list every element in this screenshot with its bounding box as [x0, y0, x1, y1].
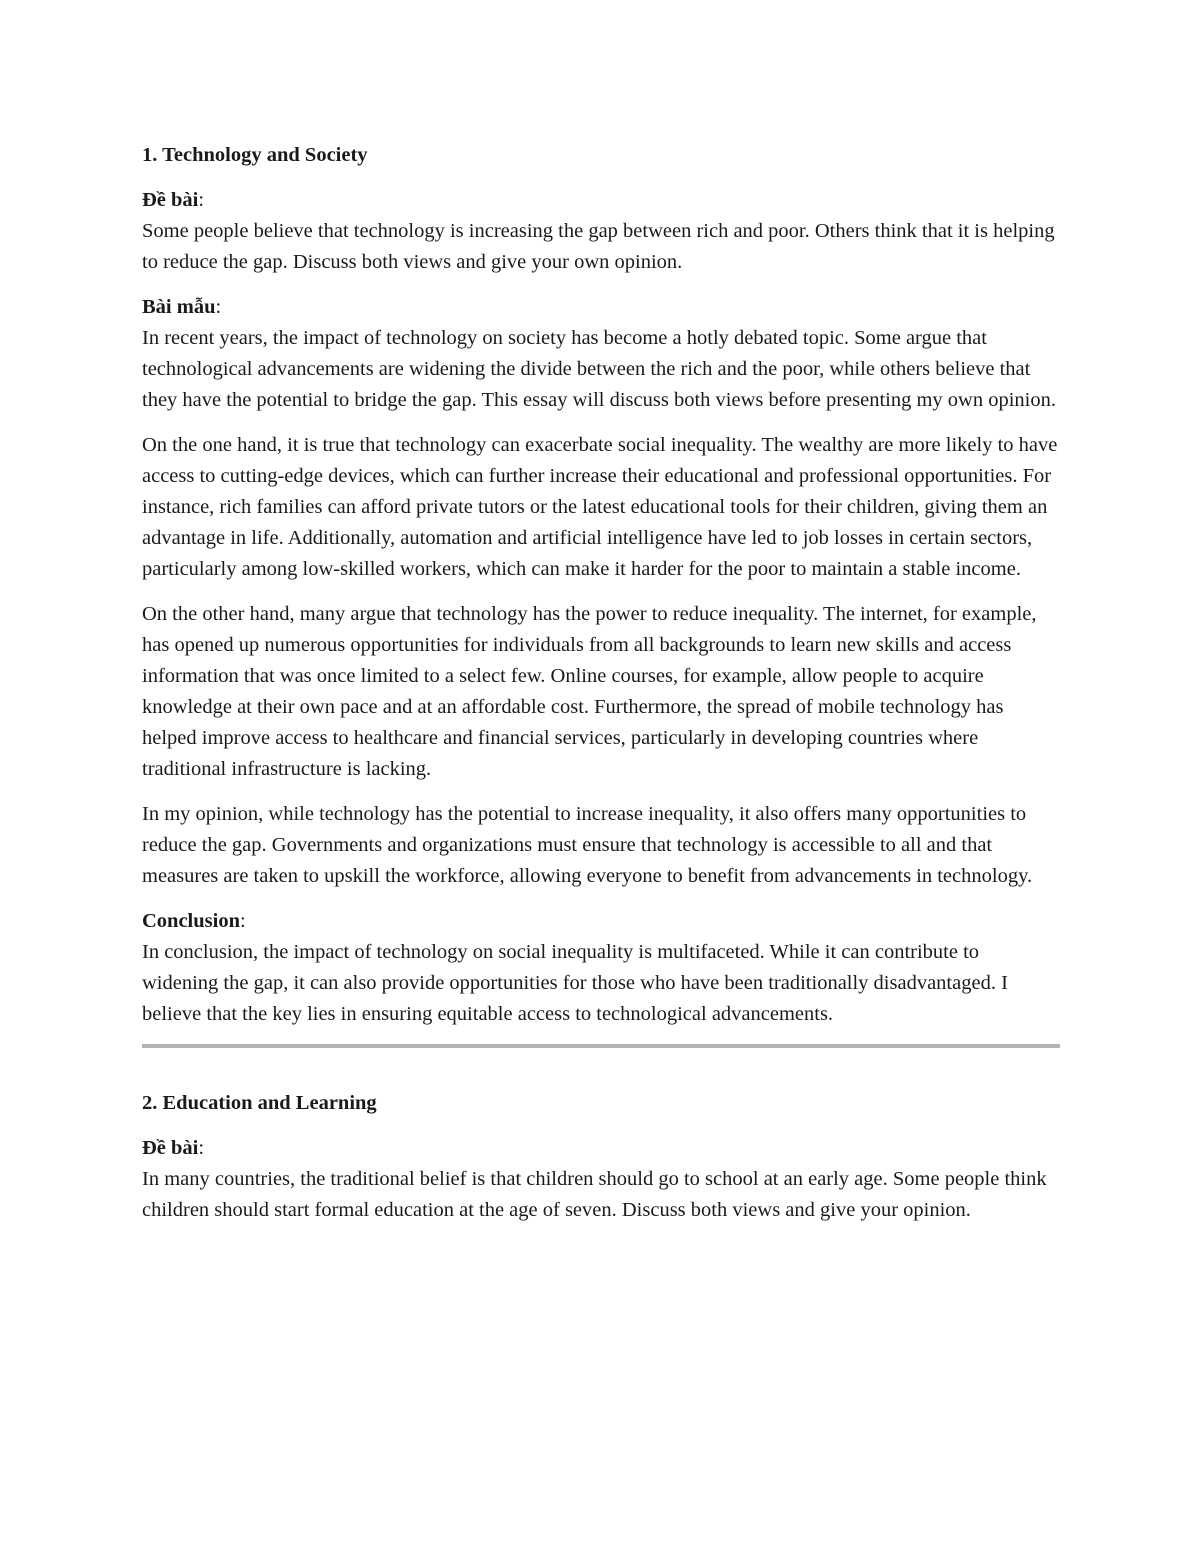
- section-title: 2. Education and Learning: [142, 1092, 377, 1114]
- essay-paragraph: On the one hand, it is true that technology can exacerbate social inequality. The wealthy are more likely to have access to cutting-edge devices, which can further increase their educational and professional opportunities. For instance, rich families can afford private tutors or the latest educational tools for their children, giving them an advantage in life. Additionally, automation and artificial intelligence have led to job losses in certain sectors, particularly among low-skilled workers, which can make it harder for the poor to maintain a stable income.: [142, 434, 1058, 580]
- conclusion-block: [142, 906, 1060, 1030]
- prompt-label: Đề bài:: [142, 1137, 205, 1159]
- sample-label: Bài mẫu:: [142, 296, 222, 318]
- essay-paragraph: On the other hand, many argue that technology has the power to reduce inequality. The internet, for example, has opened up numerous opportunities for individuals from all backgrounds to learn new skills and access information that was once limited to a select few. Online courses, for example, allow people to acquire knowledge at their own pace and at an affordable cost. Furthermore, the spread of mobile technology has helped improve access to healthcare and financial services, particularly in developing countries where traditional infrastructure is lacking.: [142, 603, 1037, 780]
- essay-paragraph: In my opinion, while technology has the potential to increase inequality, it also offers many opportunities to reduce the gap. Governments and organizations must ensure that technology is accessible to all and that measures are taken to upskill the workforce, allowing everyone to benefit from advancements in technology.: [142, 803, 1033, 887]
- section-technology-and-society: [142, 140, 1060, 1030]
- essay-paragraph: In recent years, the impact of technology on society has become a hotly debated topic. Some argue that technological advancements are widening the divide between the rich and the poor, while others believe that they have the potential to bridge the gap. This essay will discuss both views before presenting my own opinion.: [142, 327, 1056, 411]
- conclusion-text: In conclusion, the impact of technology on social inequality is multifaceted. While it can contribute to widening the gap, it can also provide opportunities for those who have been traditionally disadvantaged. I believe that the key lies in ensuring equitable access to technological advancements.: [142, 941, 1008, 1025]
- horizontal-divider: [142, 1044, 1060, 1048]
- prompt-block: [142, 1133, 1060, 1226]
- sample-essay-block: [142, 292, 1060, 416]
- section-education-and-learning: [142, 1088, 1060, 1226]
- conclusion-label: Conclusion:: [142, 910, 246, 932]
- document-page: [142, 140, 1060, 1240]
- prompt-label: Đề bài:: [142, 189, 205, 211]
- prompt-block: [142, 185, 1060, 278]
- section-title: 1. Technology and Society: [142, 144, 368, 166]
- prompt-text: In many countries, the traditional belief is that children should go to school at an early age. Some people think children should start formal education at the age of seven. Discuss both views and give your opinion.: [142, 1168, 1047, 1221]
- prompt-text: Some people believe that technology is increasing the gap between rich and poor. Others think that it is helping to reduce the gap. Discuss both views and give your own opinion.: [142, 220, 1055, 273]
